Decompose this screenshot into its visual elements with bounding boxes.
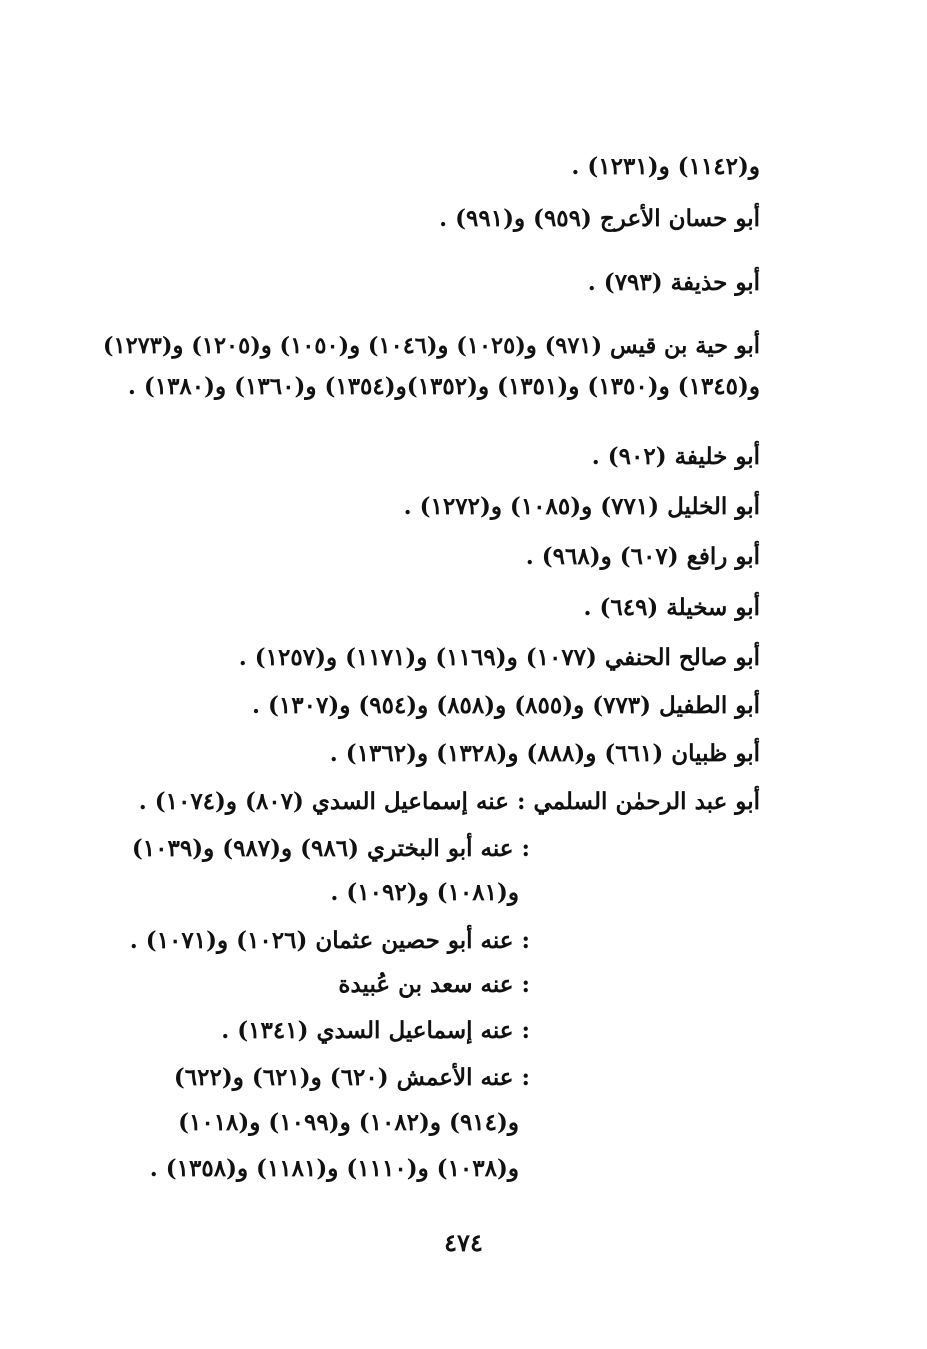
entry-line-18: : عنه إسماعيل السدي (١٣٤١) . bbox=[221, 1017, 530, 1044]
entry-line-13: أبو عبد الرحمٰن السلمي : عنه إسماعيل السدي (٨٠٧) و(١٠٧٤) . bbox=[138, 788, 760, 815]
entry-line-20: و(٩١٤) و(١٠٨٢) و(١٠٩٩) و(١٠١٨) bbox=[178, 1109, 519, 1136]
entry-line-21: و(١٠٣٨) و(١١١٠) و(١١٨١) و(١٣٥٨) . bbox=[149, 1155, 519, 1182]
entry-line-8: أبو رافع (٦٠٧) و(٩٦٨) . bbox=[525, 543, 760, 570]
entry-line-16: : عنه أبو حصين عثمان (١٠٢٦) و(١٠٧١) . bbox=[129, 927, 530, 954]
entry-line-10: أبو صالح الحنفي (١٠٧٧) و(١١٦٩) و(١١٧١) و(١٢٥٧) . bbox=[238, 644, 760, 671]
entry-line-17: : عنه سعد بن عُبيدة bbox=[338, 971, 530, 998]
entry-line-19: : عنه الأعمش (٦٢٠) و(٦٢١) و(٦٢٢) bbox=[173, 1064, 530, 1091]
entry-line-3: أبو حذيفة (٧٩٣) . bbox=[587, 269, 760, 296]
entry-line-1: و(١١٤٢) و(١٢٣١) . bbox=[571, 153, 760, 180]
entry-line-2: أبو حسان الأعرج (٩٥٩) و(٩٩١) . bbox=[439, 205, 760, 232]
entry-line-11: أبو الطفيل (٧٧٣) و(٨٥٥) و(٨٥٨) و(٩٥٤) و(١٣٠٧) . bbox=[252, 692, 760, 719]
entry-line-14: : عنه أبو البختري (٩٨٦) و(٩٨٧) و(١٠٣٩) bbox=[131, 835, 530, 862]
entry-line-6: أبو خليفة (٩٠٢) . bbox=[591, 443, 760, 470]
entry-line-7: أبو الخليل (٧٧١) و(١٠٨٥) و(١٢٧٢) . bbox=[403, 493, 760, 520]
entry-line-15: و(١٠٨١) و(١٠٩٢) . bbox=[330, 879, 519, 906]
page-number: ٤٧٤ bbox=[444, 1228, 483, 1257]
entry-line-4: أبو حية بن قيس (٩٧١) و(١٠٢٥) و(١٠٤٦) و(١٠٥٠) و(١٢٠٥) و(١٢٧٣) bbox=[102, 333, 760, 359]
entry-line-12: أبو ظبيان (٦٦١) و(٨٨٨) و(١٣٢٨) و(١٣٦٢) . bbox=[329, 740, 760, 767]
entry-line-5: و(١٣٤٥) و(١٣٥٠) و(١٣٥١) و(١٣٥٢)و(١٣٥٤) و(١٣٦٠) و(١٣٨٠) . bbox=[127, 373, 760, 400]
entry-line-9: أبو سخيلة (٦٤٩) . bbox=[583, 594, 760, 621]
